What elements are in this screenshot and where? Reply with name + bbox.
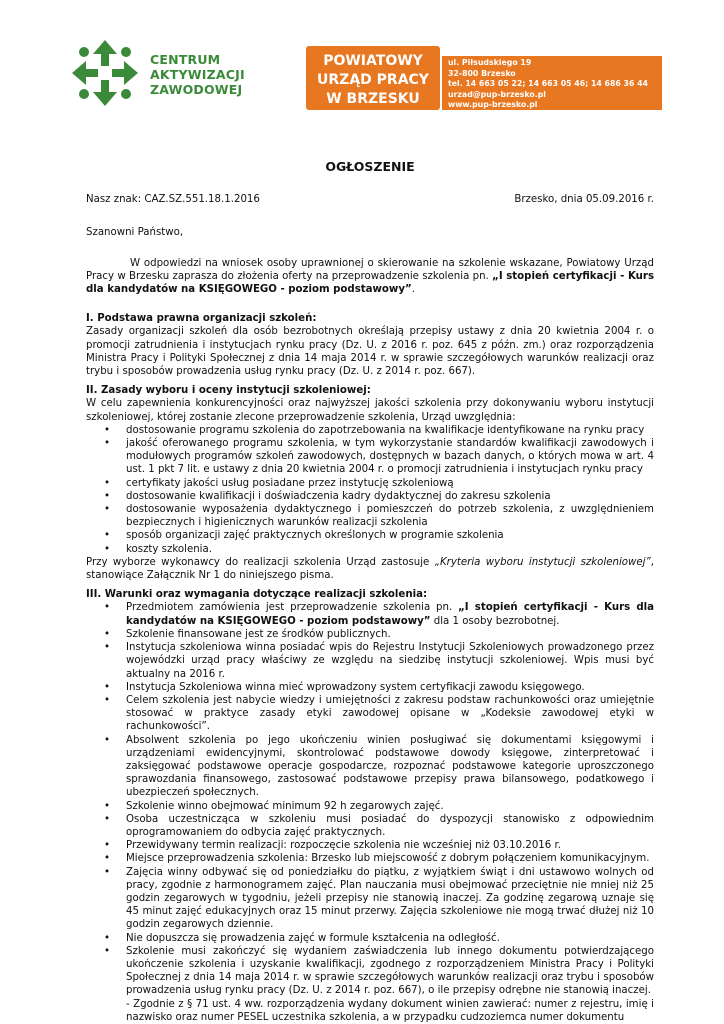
section-2-after-end: , stanowiące Załącznik Nr 1 do niniejszego pisma.: [86, 556, 654, 582]
list-item: • dostosowanie programu szkolenia do zapotrzebowania na kwalifikacje identyfikowane na rynku pracy: [126, 424, 654, 437]
section-2-list: [86, 424, 654, 556]
list-item: • Absolwent szkolenia po jego ukończeniu winien posługiwać się dokumentami księgowymi i urządzeniami ewidencyjnymi, skontrolować podstawowe dowody księgowe, zinterpretować i zaksięgować podstawowe operacje gospodarcze, rozpoznać podstawowe kategorie uproszczonego sprawozdania finansowego, zastosować podstawowe przepisy prawa bilansowego, podatkowego i ubezpieczeń społecznych.: [126, 734, 654, 800]
intro-end: .: [411, 284, 415, 296]
section-1-title: I. Podstawa prawna organizacji szkoleń:: [86, 313, 317, 325]
reference-number: Nasz znak: CAZ.SZ.551.18.1.2016: [86, 194, 260, 206]
section-2-title: II. Zasady wyboru i oceny instytucji szkoleniowej:: [86, 385, 371, 397]
section-1-text: Zasady organizacji szkoleń dla osób bezrobotnych określają przepisy ustawy z dnia 20 kwietnia 2004 r. o promocji zatrudnienia i instytucjach rynku pracy (Dz. U. z 2016 r. poz. 645 z późn. zm.) oraz rozporządzenia Ministra Pracy i Polityki Społecznej z dnia 14 maja 2014 r. w sprawie szczegółowych warunków realizacji oraz trybu i sposobów prowadzenia usług rynku pracy (Dz. U. z 2014 r. poz. 667).: [86, 326, 654, 378]
list-item: • koszty szkolenia.: [126, 543, 654, 556]
intro-course-name: „I stopień certyfikacji - Kurs dla kandydatów na KSIĘGOWEGO - poziom podstawowy”: [86, 270, 655, 296]
section-2-after: [86, 556, 654, 582]
caz-name: [150, 52, 245, 97]
list-item: • sposób organizacji zajęć praktycznych określonych w programie szkolenia: [126, 529, 654, 542]
list-item: • Miejsce przeprowadzenia szkolenia: Brzesko lub miejscowość z dobrym połączeniem komunikacyjnym.: [126, 852, 654, 865]
list-item: • Celem szkolenia jest nabycie wiedzy i umiejętności z zakresu podstaw rachunkowości oraz umiejętnie stosować w praktyce zasady etyki zawodowej opisane w „Kodeksie zawodowej etyki w rachunkowości”.: [126, 694, 654, 734]
list-item: • Nie dopuszcza się prowadzenia zajęć w formule kształcenia na odległość.: [126, 932, 654, 945]
contact-address: ul. Piłsudskiego 19: [448, 58, 532, 67]
contact-email[interactable]: urzad@pup-brzesko.pl: [448, 89, 546, 99]
contact-website[interactable]: www.pup-brzesko.pl: [448, 100, 538, 109]
caz-arrows-logo: [70, 38, 140, 108]
list-item: • Szkolenie musi zakończyć się wydaniem zaświadczenia lub innego dokumentu potwierdzającego ukończenie szkolenia i uzyskanie kwalifikacji, zgodnego z rozporządzeniem Ministra Pracy i Polityki Społecznej z dnia 14 maja 2014 r. w sprawie szczegółowych warunków realizacji oraz trybu i sposobów prowadzenia usług rynku pracy (Dz. U. z 2014 r. poz. 667), o ile przepisy odrębne nie stanowią inaczej.: [126, 945, 654, 998]
section-3-list: [86, 601, 654, 997]
letterhead: [0, 0, 724, 130]
section-2-after-text: Przy wyborze wykonawcy do realizacji szkolenia Urząd zastosuje: [86, 556, 435, 568]
list-item: • dostosowanie kwalifikacji i doświadczenia kadry dydaktycznej do zakresu szkolenia: [126, 490, 654, 503]
list-item: • Szkolenie finansowane jest ze środków publicznych.: [126, 628, 654, 641]
caz-line-2: AKTYWIZACJI: [150, 67, 245, 82]
pup-line-2: URZĄD PRACY: [317, 72, 429, 88]
list-item: • Zajęcia winny odbywać się od poniedziałku do piątku, z wyjątkiem świąt i dni ustawowo wolnych od pracy, zgodnie z harmonogramem zajęć. Plan nauczania musi obejmować przeciętnie nie mniej niż 25 godzin zegarowych w tygodniu, jeżeli przepisy nie stanowią inaczej. Za godzinę zegarową uznaje się 45 minut zajęć edukacyjnych oraz 15 minut przerwy. Zajęcia szkoleniowe nie mogą trwać dłużej niż 10 godzin zegarowych dziennie.: [126, 866, 654, 932]
list-item: • jakość oferowanego programu szkolenia, w tym wykorzystanie standardów kwalifikacji zawodowych i modułowych programów szkoleń zawodowych, dostępnych w bazach danych, o których mowa w art. 4 ust. 1 pkt 7 lit. e ustawy z dnia 20 kwietnia 2004 r. o promocji zatrudnienia i instytucjach rynku pracy: [126, 437, 654, 477]
section-3-trailing: - Zgodnie z § 71 ust. 4 ww. rozporządzenia wydany dokument winien zawierać: numer z rejestru, imię i nazwisko oraz numer PESEL uczestnika szkolenia, a w przypadku cudzoziemca numer dokumentu: [126, 998, 654, 1023]
section-3-title: III. Warunki oraz wymagania dotyczące realizacji szkolenia:: [86, 589, 428, 601]
pup-line-3: W BRZESKU: [326, 91, 420, 107]
s3-first-text: Przedmiotem zamówienia jest przeprowadzenie szkolenia pn.: [126, 602, 459, 614]
reference-row: [86, 193, 654, 206]
contact-phone: tel. 14 663 05 22; 14 663 05 46; 14 686 36 44: [448, 79, 648, 88]
document-title: OGŁOSZENIE: [325, 159, 415, 174]
intro-text: W odpowiedzi na wniosek osoby uprawnionej o skierowanie na szkolenie wskazane, Powiatowy Urząd Pracy w Brzesku zaprasza do złożenia oferty na przeprowadzenie szkolenia pn.: [86, 257, 654, 282]
pup-name-block: [306, 46, 440, 110]
greeting: Szanowni Państwo,: [86, 227, 184, 239]
caz-line-1: CENTRUM: [150, 52, 221, 67]
document-body: [86, 160, 654, 1024]
intro-paragraph: [86, 257, 654, 297]
contact-block: [442, 56, 662, 110]
list-item: • Szkolenie winno obejmować minimum 92 h zegarowych zajęć.: [126, 800, 654, 813]
list-item: • Instytucja szkoleniowa winna posiadać wpis do Rejestru Instytucji Szkoleniowych prowadzonego przez wojewódzki urząd pracy właściwy ze względu na siedzibę instytucji szkoleniowej. Wpis musi być aktualny na 2016 r.: [126, 641, 654, 681]
list-item: • Przewidywany termin realizacji: rozpoczęcie szkolenia nie wcześniej niż 03.10.2016 r.: [126, 839, 654, 852]
list-item: • Osoba uczestnicząca w szkoleniu musi posiadać do dyspozycji stanowisko z odpowiednim oprogramowaniem do odbycia zajęć praktycznych.: [126, 813, 654, 839]
list-item: • Instytucja Szkoleniowa winna mieć wprowadzony system certyfikacji zawodu księgowego.: [126, 681, 654, 694]
list-item: • dostosowanie wyposażenia dydaktycznego i pomieszczeń do potrzeb szkolenia, z uwzględnieniem bezpiecznych i higienicznych warunków realizacji szkolenia: [126, 503, 654, 529]
document-date: Brzesko, dnia 05.09.2016 r.: [514, 194, 654, 206]
contact-city: 32-800 Brzesko: [448, 68, 516, 78]
pup-line-1: POWIATOWY: [323, 53, 423, 69]
criteria-title: „Kryteria wyboru instytucji szkoleniowej”: [434, 556, 651, 568]
s3-course-name: „I stopień certyfikacji - Kurs dla kandydatów na KSIĘGOWEGO - poziom podstawowy”: [126, 602, 654, 627]
list-item: [126, 601, 654, 627]
list-item: • certyfikaty jakości usług posiadane przez instytucję szkoleniową: [126, 477, 654, 490]
s3-first-end: dla 1 osoby bezrobotnej.: [430, 615, 560, 627]
section-2-intro: W celu zapewnienia konkurencyjności oraz najwyższej jakości szkolenia przy dokonywaniu wyboru instytucji szkoleniowej, której zostanie zlecone przeprowadzenie szkolenia, Urząd uwzględnia:: [86, 398, 654, 423]
caz-line-3: ZAWODOWEJ: [150, 82, 243, 97]
